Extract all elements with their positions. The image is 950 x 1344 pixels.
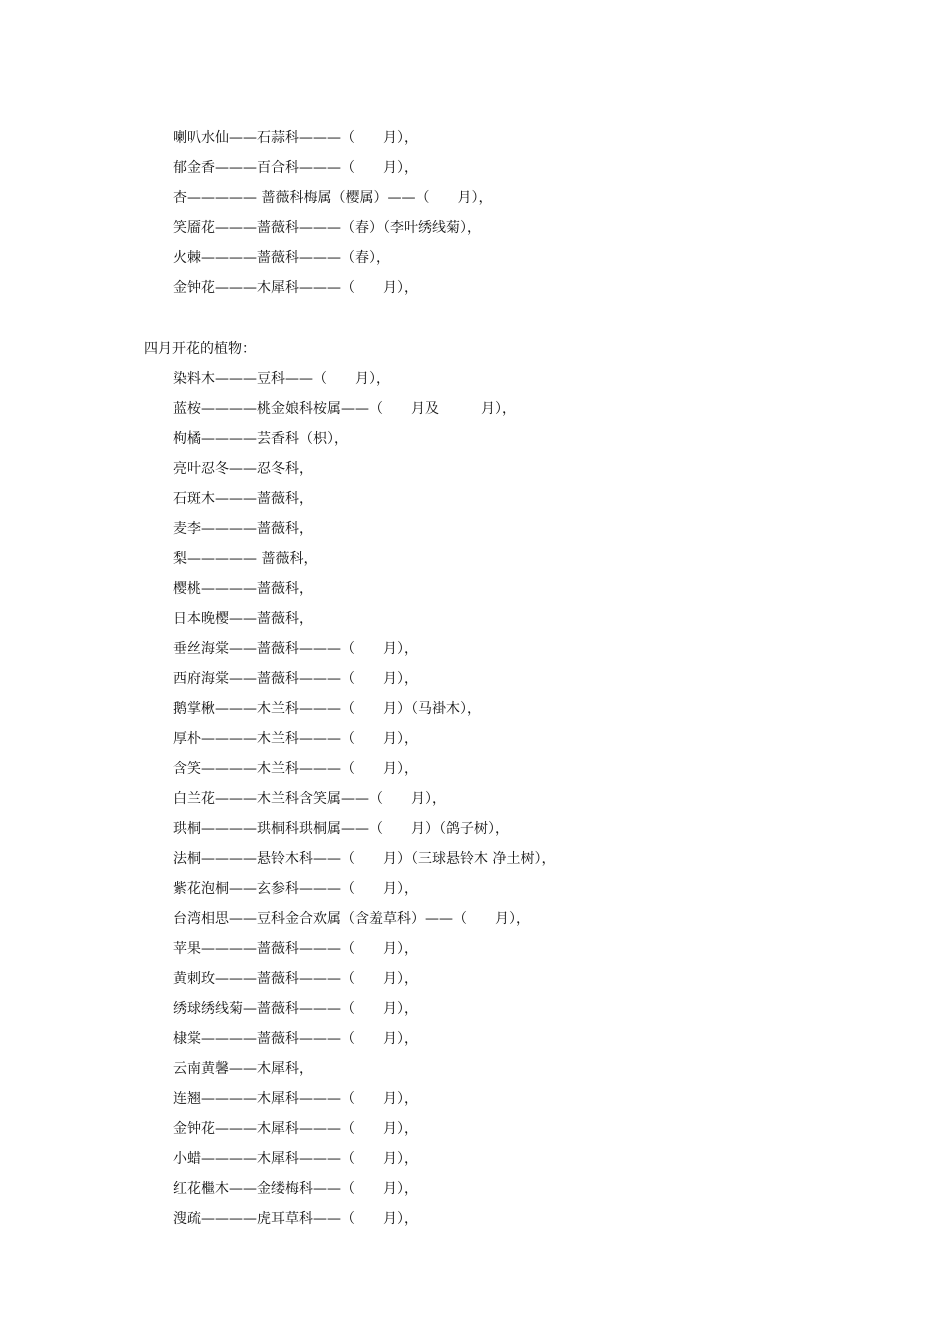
list-item: 郁金香———百合科———（ 月）， (173, 160, 418, 176)
list-item: 杏————— 蔷薇科梅属（樱属）——（ 月）， (173, 190, 493, 206)
list-item: 樱桃————蔷薇科， (173, 581, 313, 597)
list-item: 小蜡————木犀科———（ 月）， (173, 1151, 418, 1167)
list-item: 西府海棠——蔷薇科———（ 月）， (173, 671, 418, 687)
list-item: 亮叶忍冬——忍冬科， (173, 461, 313, 477)
list-item: 梨————— 蔷薇科， (173, 551, 318, 567)
list-item: 云南黄馨——木犀科， (173, 1061, 313, 1077)
list-item: 台湾相思——豆科金合欢属（含羞草科）——（ 月）， (173, 911, 530, 927)
plant-list-april (173, 368, 555, 1238)
list-item: 棣棠————蔷薇科———（ 月）， (173, 1031, 418, 1047)
list-item: 连翘————木犀科———（ 月）， (173, 1091, 418, 1107)
list-item: 枸橘————芸香科（枳）， (173, 431, 348, 447)
plant-list-preceding (173, 127, 492, 307)
list-item: 法桐————悬铃木科——（ 月）（三球悬铃木 净土树）， (173, 851, 556, 867)
list-item: 火棘————蔷薇科———（春）， (173, 250, 390, 266)
list-item: 垂丝海棠——蔷薇科———（ 月）， (173, 641, 418, 657)
list-item: 红花檵木——金缕梅科——（ 月）， (173, 1181, 418, 1197)
list-item: 绣球绣线菊—蔷薇科———（ 月）， (173, 1001, 418, 1017)
list-item: 鹅掌楸———木兰科———（ 月）（马褂木）， (173, 701, 481, 717)
list-item: 金钟花———木犀科———（ 月）， (173, 1121, 418, 1137)
list-item: 溲疏————虎耳草科——（ 月）， (173, 1211, 418, 1227)
list-item: 厚朴————木兰科———（ 月）， (173, 731, 418, 747)
list-item: 蓝桉————桃金娘科桉属——（ 月及 月）， (173, 401, 516, 417)
list-item: 喇叭水仙——石蒜科———（ 月）， (173, 130, 418, 146)
list-item: 麦李————蔷薇科， (173, 521, 313, 537)
list-item: 金钟花———木犀科———（ 月）， (173, 280, 418, 296)
list-item: 日本晚樱——蔷薇科， (173, 611, 313, 627)
section-heading-april: 四月开花的植物： (144, 341, 256, 357)
list-item: 含笑————木兰科———（ 月）， (173, 761, 418, 777)
list-item: 珙桐————珙桐科珙桐属——（ 月）（鸽子树）， (173, 821, 509, 837)
list-item: 苹果————蔷薇科———（ 月）， (173, 941, 418, 957)
list-item: 笑靥花———蔷薇科———（春）（李叶绣线菊）， (173, 220, 481, 236)
list-item: 黄刺玫———蔷薇科———（ 月）， (173, 971, 418, 987)
list-item: 石斑木———蔷薇科， (173, 491, 313, 507)
list-item: 染料木———豆科——（ 月）， (173, 371, 390, 387)
list-item: 白兰花———木兰科含笑属——（ 月）， (173, 791, 446, 807)
list-item: 紫花泡桐——玄参科———（ 月）， (173, 881, 418, 897)
